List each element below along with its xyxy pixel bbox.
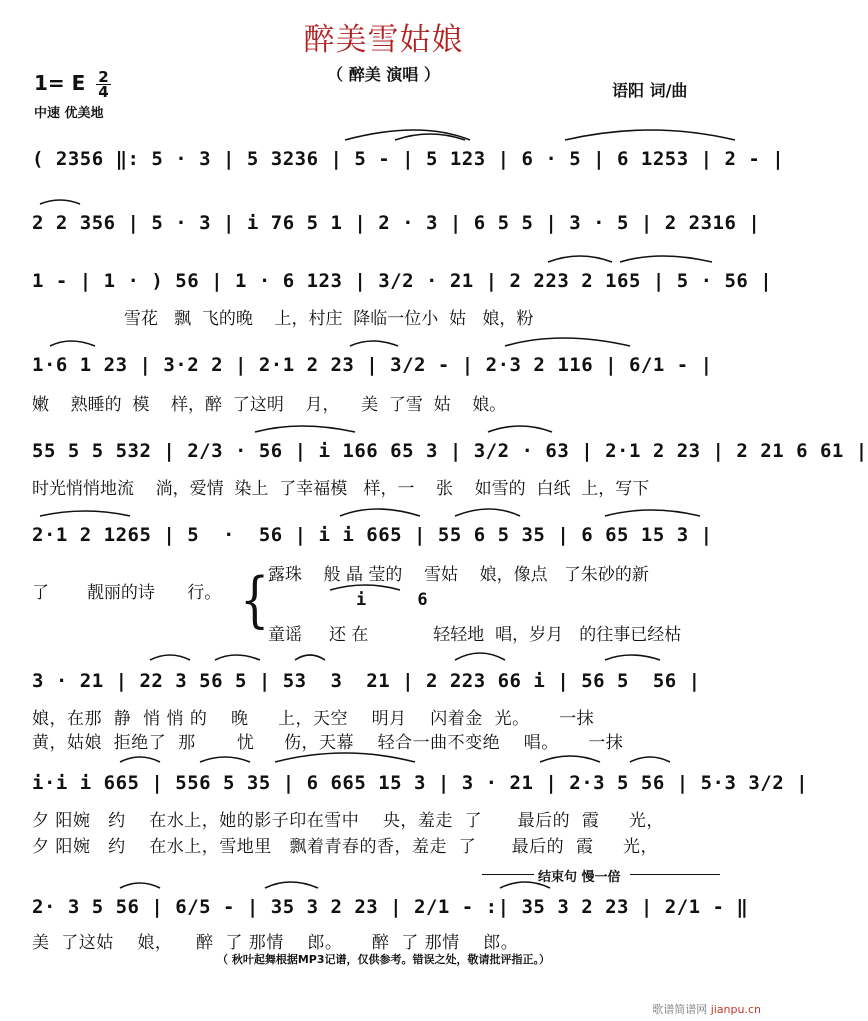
performer: （ 醉美 演唱 ） xyxy=(327,65,440,84)
slur xyxy=(50,341,95,346)
slur xyxy=(345,130,470,140)
slur xyxy=(565,130,735,140)
lyric-line-7-verse-1: 娘，在那 静 悄 悄 的 晚 上，天空 明月 闪着金 光。 一抹 xyxy=(32,709,595,729)
notation-line-4: 1·6 1 23 | 3·2 2 | 2·1 2 23 | 3/2 - | 2·3 2 116 | 6/1 - | xyxy=(32,354,713,376)
lyric-line-6-verse-1: 露珠 般 晶 莹的 雪姑 娘，像点 了朱砂的新 xyxy=(268,565,649,585)
lyric-line-8-verse-2: 夕 阳婉 约 在水上，雪地里 飘着青春的香，羞走 了 最后的 霞 光， xyxy=(32,837,658,857)
notation-line-8: i·i i 665 | 556 5 35 | 6 665 15 3 | 3 · 21 | 2·3 5 56 | 5·3 3/2 | xyxy=(32,772,809,794)
credit: 语阳 词/曲 xyxy=(612,81,688,100)
watermark-left: 歌谱简谱网 xyxy=(652,1003,708,1016)
slur xyxy=(40,200,80,204)
key-label: 1= E xyxy=(34,71,86,95)
slur xyxy=(548,256,612,262)
slur xyxy=(350,341,398,346)
notation-line-3: 1 - | 1 · ) 56 | 1 · 6 123 | 3/2 · 21 | 2 223 2 165 | 5 · 56 | xyxy=(32,270,773,292)
slur xyxy=(455,509,520,516)
watermark-right: jianpu.cn xyxy=(710,1003,761,1016)
notation-line-6: 2·1 2 1265 | 5 · 56 | i i 665 | 55 6 5 35 | 6 65 15 3 | xyxy=(32,524,713,546)
slur xyxy=(265,882,318,888)
slur xyxy=(620,256,712,262)
lyric-line-6-verse-2: 童谣 还 在 轻轻地 唱，岁月 的往事已经枯 xyxy=(268,625,682,645)
time-top: 2 xyxy=(98,68,109,86)
slur xyxy=(120,757,160,762)
slur xyxy=(150,655,190,660)
slur xyxy=(455,653,505,660)
slur xyxy=(215,655,260,660)
lyric-line-6: 了 靓丽的诗 行。 xyxy=(32,583,222,603)
lyric-line-7-verse-2: 黄，姑娘 拒绝了 那 忧 伤，天幕 轻合一曲不变绝 唱。 一抹 xyxy=(32,733,624,753)
notation-line-1: ( 2356 ‖: 5 · 3 | 5 3236 | 5 - | 5 123 | 6 · 5 | 6 1253 | 2 - | xyxy=(32,148,785,170)
slur xyxy=(605,655,660,660)
lyric-line-3: 雪花 飘 飞的晚 上，村庄 降临一位小 姑 娘，粉 xyxy=(32,309,534,329)
small-notes: i 6 xyxy=(356,590,428,610)
verse-brace: { xyxy=(240,563,270,635)
lyric-line-9: 美 了这姑 娘， 醉 了 那情 郎。 醉 了 那情 郎。 xyxy=(32,933,519,953)
tempo-marking: 中速 优美地 xyxy=(34,106,104,121)
slur xyxy=(295,655,325,660)
notation-line-5: 55 5 5 532 | 2/3 · 56 | i 166 65 3 | 3/2 · 63 | 2·1 2 23 | 2 21 6 61 | xyxy=(32,440,868,462)
slur xyxy=(540,756,600,762)
slur xyxy=(275,753,415,762)
slur xyxy=(500,882,550,888)
notation-line-7: 3 · 21 | 22 3 56 5 | 53 3 21 | 2 223 66 i | 56 5 56 | xyxy=(32,670,701,692)
ending-label: 结束句 慢一倍 xyxy=(538,870,621,885)
notation-line-2: 2 2 356 | 5 · 3 | i 76 5 1 | 2 · 3 | 6 5 5 | 3 · 5 | 2 2316 | xyxy=(32,212,761,234)
lyric-line-5: 时光悄悄地流 淌，爱情 染上 了幸福模 样，一 张 如雪的 白纸 上，写下 xyxy=(32,479,650,499)
slur xyxy=(505,338,630,346)
slur xyxy=(330,585,400,590)
slur xyxy=(120,883,160,888)
song-title: 醉美雪姑娘 xyxy=(303,22,464,58)
lyric-line-8-verse-1: 夕 阳婉 约 在水上，她的影子印在雪中 央，羞走 了 最后的 霞 光， xyxy=(32,811,664,831)
footnote: （ 秋叶起舞根据MP3记谱，仅供参考。错误之处，敬请批评指正。） xyxy=(217,953,550,966)
slur xyxy=(40,511,130,516)
slur xyxy=(340,509,420,516)
time-bottom: 4 xyxy=(98,83,109,101)
lyric-line-4: 嫩 熟睡的 模 样，醉 了这明 月， 美 了雪 姑 娘。 xyxy=(32,395,507,415)
notation-line-9: 2· 3 5 56 | 6/5 - | 35 3 2 23 | 2/1 - :| 35 3 2 23 | 2/1 - ‖ xyxy=(32,896,749,918)
slur xyxy=(605,510,700,516)
slur xyxy=(200,757,250,762)
slur xyxy=(255,426,355,432)
slur xyxy=(630,757,670,762)
slur xyxy=(488,426,552,432)
